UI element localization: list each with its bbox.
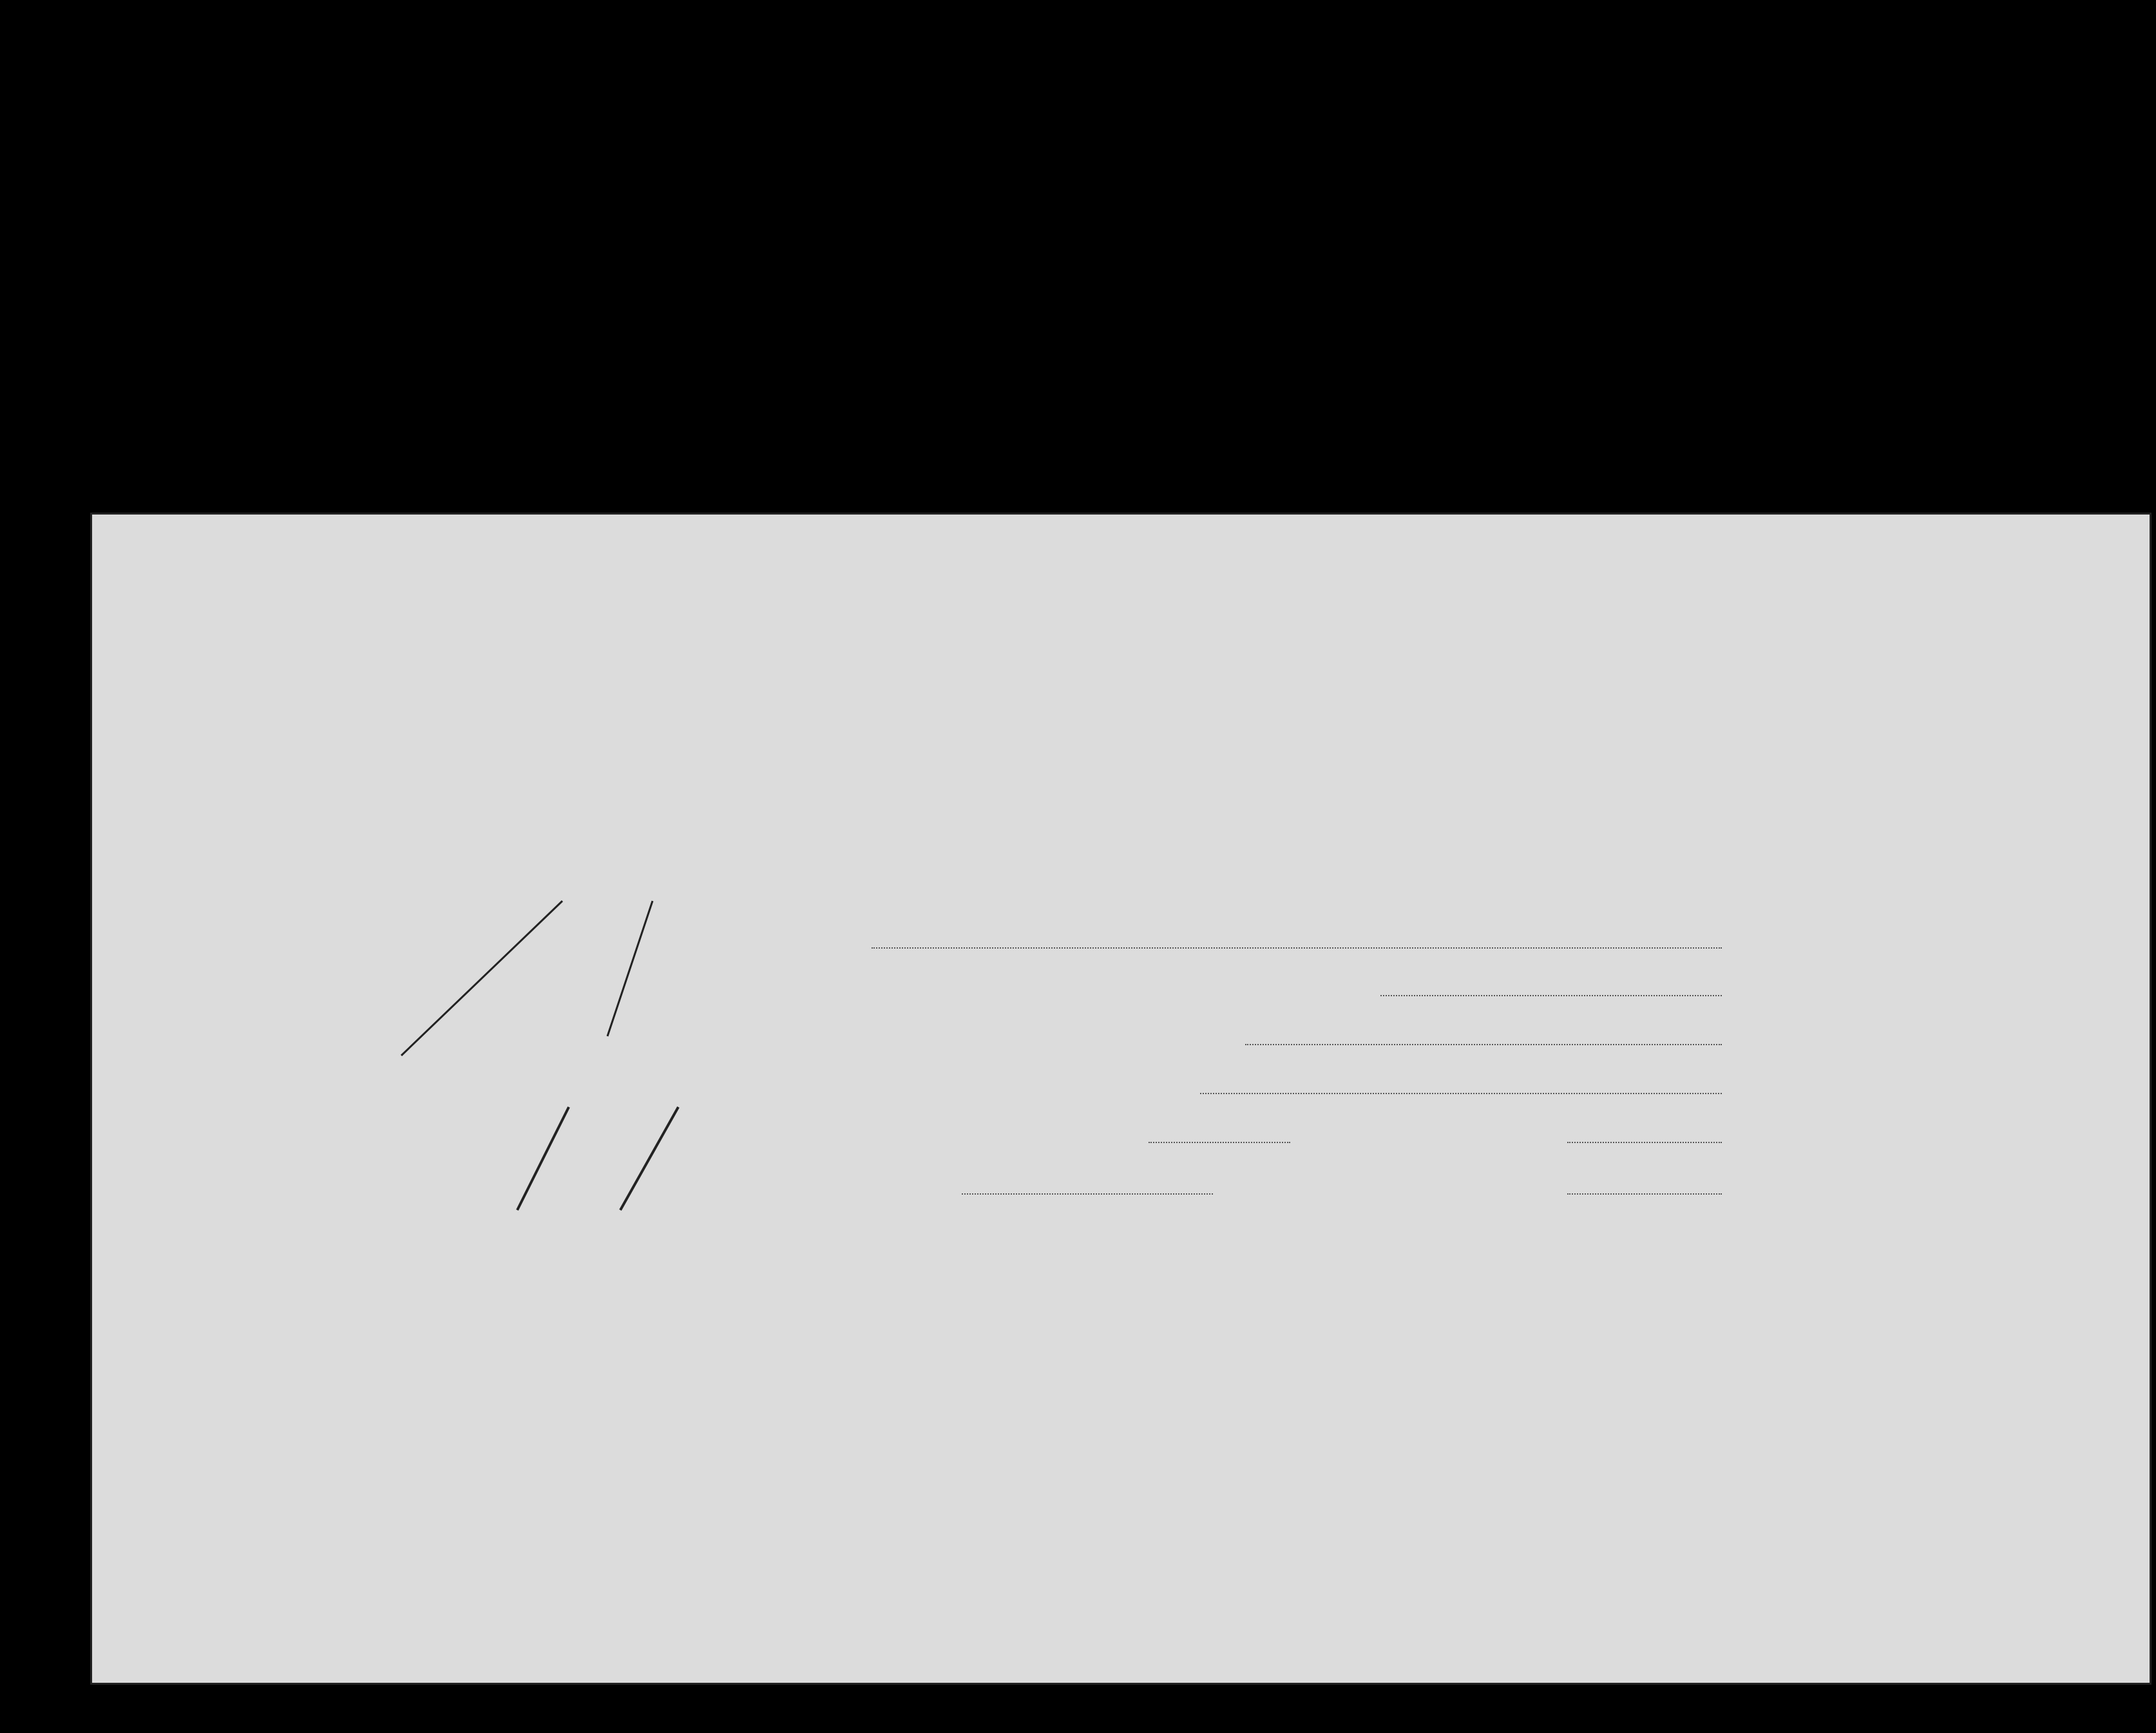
trade-name-col <box>382 857 595 889</box>
trade-strike-lines <box>382 888 717 1249</box>
trade-title <box>382 812 711 851</box>
workers-side-title <box>321 812 376 1237</box>
population-title <box>1674 812 1731 1237</box>
trade-qty-col <box>598 853 711 891</box>
census-card <box>90 513 2151 1685</box>
